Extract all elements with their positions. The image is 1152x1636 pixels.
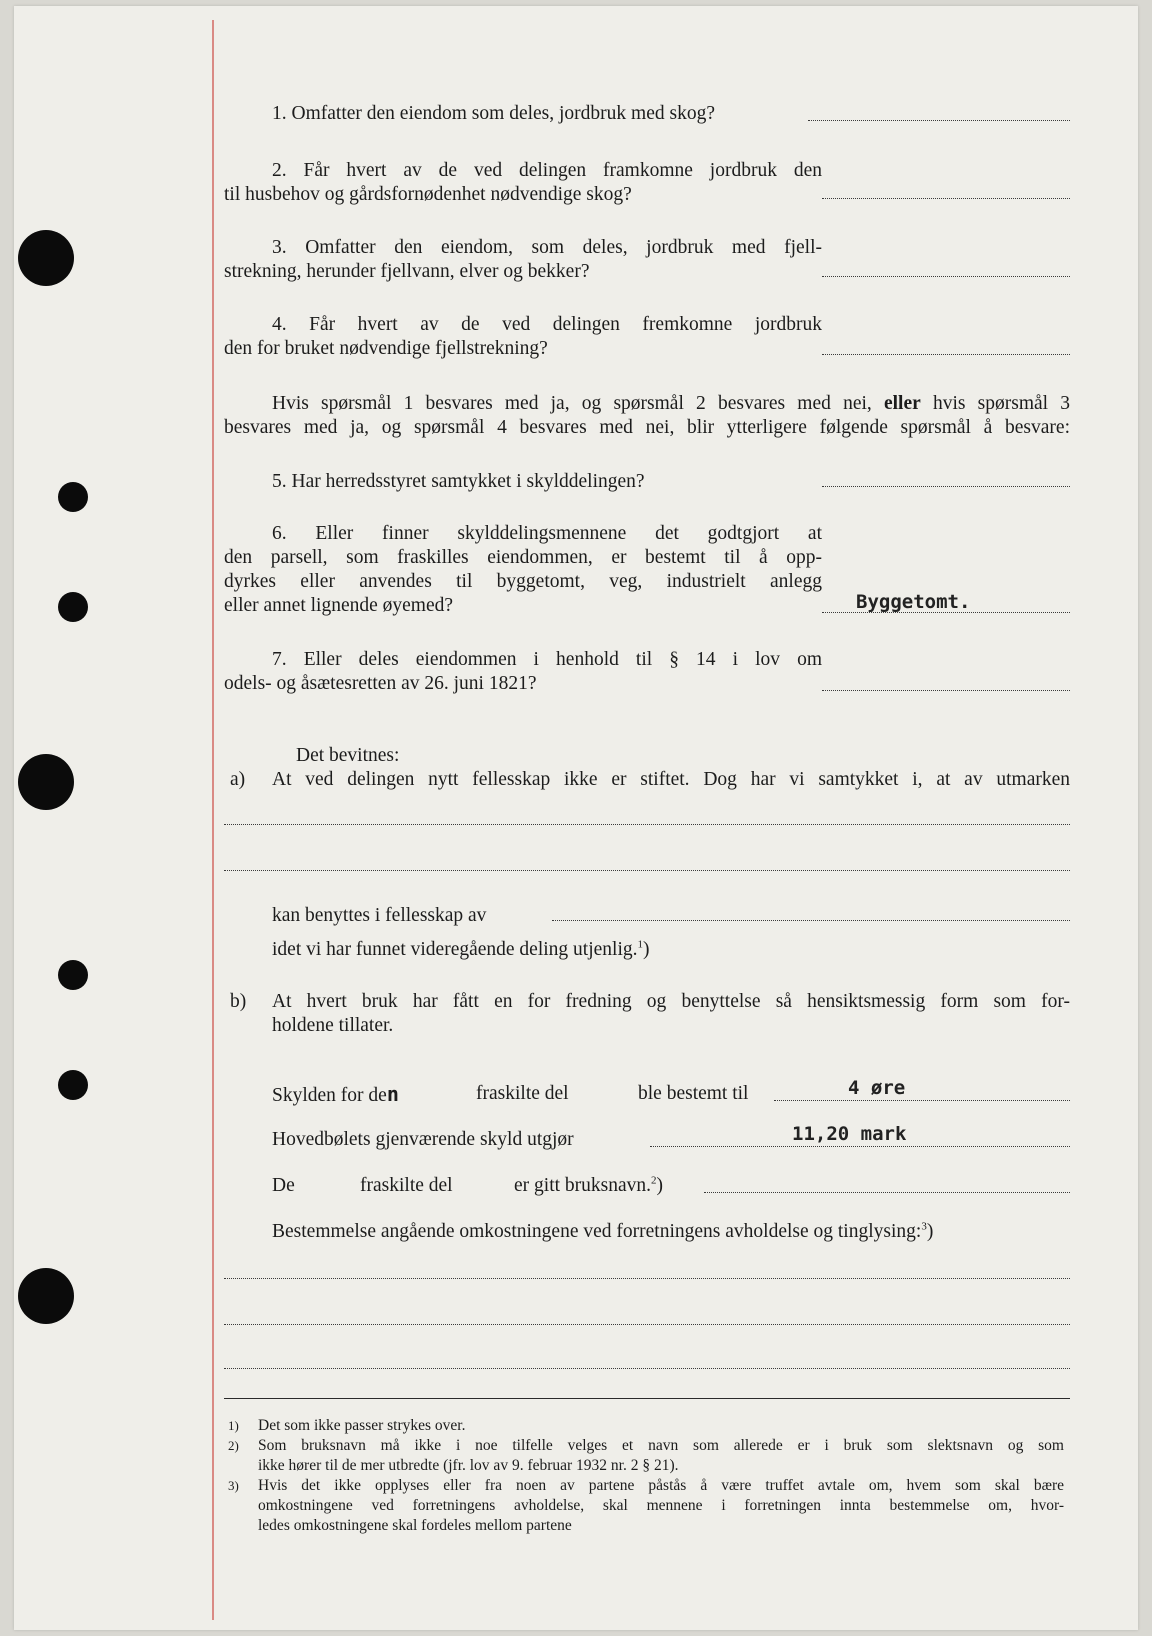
- bruksnavn-label-c: er gitt bruksnavn.$^2$): [514, 1174, 664, 1196]
- form-page: [14, 6, 1138, 1630]
- cost-line-3[interactable]: [224, 1368, 1070, 1369]
- answer-line-5[interactable]: [822, 486, 1070, 487]
- binder-hole: [18, 1268, 74, 1324]
- note-part-b: hvis spørsmål 3: [932, 393, 1070, 414]
- note-part-a: Hvis spørsmål 1 besvares med ja, og spørsmål 2 besvares med nei,: [272, 393, 872, 414]
- conditional-note-line-1: [272, 392, 1070, 416]
- answer-line-3[interactable]: [822, 276, 1070, 277]
- note-bold-eller: eller: [883, 393, 921, 414]
- skyld-label-b: fraskilte del: [476, 1083, 569, 1104]
- skyld-typed-n: n: [386, 1082, 399, 1106]
- answer-line-6[interactable]: [822, 612, 1070, 613]
- answer-6-typed: Byggetomt.: [856, 591, 971, 613]
- answer-line-2[interactable]: [822, 198, 1070, 199]
- skyld-value: 4 øre: [848, 1077, 906, 1099]
- footnote-3-line-1: Hvis det ikke opplyses eller fra noen av partene påstås å være truffet avtale om, hvem som skal bære: [258, 1477, 1064, 1494]
- question-2-line-2: til husbehov og gårdsfornødenhet nødvendige skog?: [224, 184, 632, 205]
- question-3-line-2: strekning, herunder fjellvann, elver og bekker?: [224, 261, 590, 282]
- footnote-ref-2: 2: [651, 1174, 657, 1187]
- remaining-skyld-label: Hovedbølets gjenværende skyld utgjør: [272, 1129, 574, 1150]
- question-5: 5. Har herredsstyret samtykket i skylddelingen?: [272, 471, 645, 492]
- footnote-2-line-1: Som bruksnavn må ikke i noe tilfelle velges et navn som allerede er i bruk som slektsnavn og som: [258, 1437, 1064, 1454]
- answer-line-1[interactable]: [808, 120, 1070, 121]
- answer-line-7[interactable]: [822, 690, 1070, 691]
- bruksnavn-label-a: De: [272, 1175, 295, 1196]
- question-1: 1. Omfatter den eiendom som deles, jordbruk med skog?: [272, 103, 715, 124]
- attest-a-label: a): [230, 769, 246, 790]
- question-6-line-4: eller annet lignende øyemed?: [224, 595, 454, 616]
- bruksnavn-label-b: fraskilte del: [360, 1175, 453, 1196]
- footnote-3-mark: 3): [228, 1478, 239, 1493]
- margin-rule: [212, 20, 214, 1620]
- cost-text: Bestemmelse angående omkostningene ved forretningens avholdelse og tinglysing:: [272, 1221, 922, 1242]
- shared-use-label: kan benyttes i fellesskap av: [272, 905, 487, 926]
- binder-hole: [18, 754, 74, 810]
- cost-line-2[interactable]: [224, 1324, 1070, 1325]
- bruksnavn-text: er gitt bruksnavn.: [514, 1175, 652, 1196]
- attest-b-line-2: holdene tillater.: [272, 1015, 394, 1036]
- cost-line-1[interactable]: [224, 1278, 1070, 1279]
- answer-line-4[interactable]: [822, 354, 1070, 355]
- cost-label: Bestemmelse angående omkostningene ved forretningens avholdelse og tinglysing:$^3$): [272, 1220, 934, 1242]
- attest-a-line-2[interactable]: [224, 870, 1070, 871]
- conditional-note-line-2: besvares med ja, og spørsmål 4 besvares med nei, blir ytterligere følgende spørsmål å besvare:: [224, 417, 1070, 438]
- footnote-3-line-3: ledes omkostningene skal fordeles mellom partene: [258, 1517, 572, 1534]
- bruksnavn-line[interactable]: [704, 1192, 1070, 1193]
- binder-hole: [58, 482, 88, 512]
- footnote-2-mark: 2): [228, 1438, 239, 1453]
- remaining-skyld-value: 11,20 mark: [792, 1123, 907, 1145]
- shared-use-line[interactable]: [552, 920, 1070, 921]
- skyld-for-den: Skylden for de: [272, 1085, 387, 1106]
- finding-text: idet vi har funnet videregående deling utjenlig.$^1$): [272, 938, 650, 960]
- attest-b-label: b): [230, 991, 247, 1012]
- footnote-1: Det som ikke passer strykes over.: [258, 1417, 466, 1434]
- attest-b-line-1: At hvert bruk har fått en for fredning og benyttelse så hensiktsmessig form som for-: [272, 991, 1070, 1012]
- footnote-1-mark: 1): [228, 1418, 239, 1433]
- question-7-line-1: 7. Eller deles eiendommen i henhold til § 14 i lov om: [272, 649, 822, 670]
- binder-hole: [58, 592, 88, 622]
- attest-a-line-1[interactable]: [224, 824, 1070, 825]
- binder-hole: [18, 230, 74, 286]
- question-6-line-3: dyrkes eller anvendes til byggetomt, veg, industrielt anlegg: [224, 571, 822, 592]
- binder-hole: [58, 1070, 88, 1100]
- footnote-2-line-2: ikke hører til de mer utbredte (jfr. lov av 9. februar 1932 nr. 2 § 21).: [258, 1457, 679, 1474]
- footnote-ref-1: 1: [637, 938, 644, 951]
- finding-label: idet vi har funnet videregående deling utjenlig.: [272, 939, 638, 960]
- skyld-value-line[interactable]: [774, 1100, 1070, 1101]
- footnote-ref-3: 3: [921, 1220, 927, 1233]
- question-6-line-2: den parsell, som fraskilles eiendommen, er bestemt til å opp-: [224, 547, 822, 568]
- binder-hole: [58, 960, 88, 990]
- skyld-label-a: [272, 1082, 399, 1108]
- question-2-line-1: 2. Får hvert av de ved delingen framkomne jordbruk den: [272, 160, 822, 181]
- attest-a-text: At ved delingen nytt fellesskap ikke er stiftet. Dog har vi samtykket i, at av utmarken: [272, 769, 1070, 790]
- attest-heading: Det bevitnes:: [296, 745, 400, 766]
- question-4-line-2: den for bruket nødvendige fjellstrekning?: [224, 338, 548, 359]
- footnote-3-line-2: omkostningene ved forretningens avholdelse, skal mennene i forretningen innta bestemmelse om, hvor-: [258, 1497, 1064, 1514]
- question-3-line-1: 3. Omfatter den eiendom, som deles, jordbruk med fjell-: [272, 237, 822, 258]
- question-4-line-1: 4. Får hvert av de ved delingen fremkomne jordbruk: [272, 314, 822, 335]
- remaining-skyld-line[interactable]: [650, 1146, 1070, 1147]
- skyld-label-c: ble bestemt til: [638, 1083, 749, 1104]
- question-6-line-1: 6. Eller finner skylddelingsmennene det godtgjort at: [272, 523, 822, 544]
- question-7-line-2: odels- og åsætesretten av 26. juni 1821?: [224, 673, 537, 694]
- footnote-separator: [224, 1398, 1070, 1399]
